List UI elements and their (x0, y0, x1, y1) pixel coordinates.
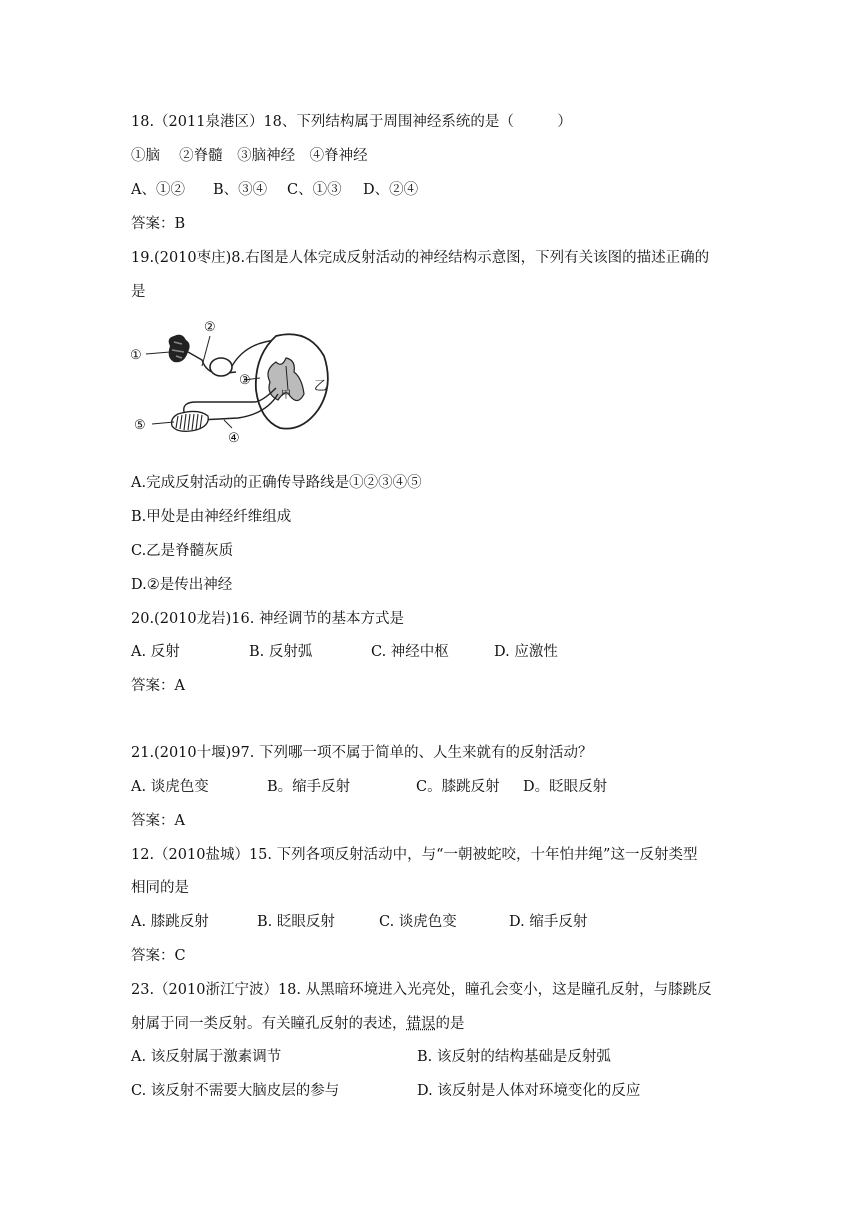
q20-option-d: D. 应激性 (494, 644, 558, 660)
diagram-label-yi: 乙 (314, 379, 328, 394)
q12-option-a: A. 膝跳反射 (131, 914, 209, 930)
reflex-arc-diagram (126, 316, 346, 446)
diagram-label-4: ④ (228, 431, 240, 446)
q12-option-d: D. 缩手反射 (509, 914, 588, 930)
q18-option-a: A、①② (131, 182, 185, 198)
q20-option-c: C. 神经中枢 (371, 644, 449, 660)
q21-option-a: A. 谈虎色变 (131, 779, 209, 795)
q19-option-b: B.甲处是由神经纤维组成 (131, 509, 292, 525)
q18-option-d: D、②④ (363, 182, 419, 198)
q23-stem-line1: 23.（2010浙江宁波）18. 从黑暗环境进入光亮处，瞳孔会变小，这是瞳孔反射，与膝跳反 (131, 982, 712, 998)
q18-items: ①脑 ②脊髓 ③脑神经 ④脊神经 (131, 148, 368, 164)
effector-shape (172, 411, 209, 431)
q21-stem: 21.(2010十堰)97. 下列哪一项不属于简单的、人生来就有的反射活动？ (131, 745, 593, 761)
q19-option-a: A.完成反射活动的正确传导路线是①②③④⑤ (131, 475, 422, 491)
q23-stem-line2-suffix: 的是 (435, 1016, 465, 1032)
q20-option-a: A. 反射 (131, 644, 180, 660)
q23-stem-emphasis: 错误 (406, 1016, 436, 1032)
diagram-label-jia: 甲 (281, 390, 291, 401)
q23-option-b: B. 该反射的结构基础是反射弧 (417, 1049, 611, 1065)
q21-option-d: D。眨眼反射 (523, 779, 608, 795)
q12-stem-line1: 12.（2010盐城）15. 下列各项反射活动中，与“一朝被蛇咬，十年怕井绳”这一反射类型 (131, 847, 698, 863)
q18-stem: 18.（2011泉港区）18、下列结构属于周围神经系统的是（ ） (131, 114, 572, 130)
diagram-label-1: ① (130, 348, 142, 363)
q12-answer: 答案：C (131, 948, 186, 964)
q20-answer: 答案：A (131, 678, 185, 694)
q19-stem-line1: 19.(2010枣庄)8.右图是人体完成反射活动的神经结构示意图，下列有关该图的描述正确的 (131, 250, 710, 266)
receptor-shape (169, 335, 190, 363)
diagram-label-2: ② (204, 320, 216, 335)
q12-stem-line2: 相同的是 (131, 880, 189, 896)
q19-stem-line2: 是 (131, 284, 146, 300)
q18-option-b: B、③④ (213, 182, 268, 198)
q23-option-d: D. 该反射是人体对环境变化的反应 (417, 1083, 641, 1099)
q21-option-c: C。膝跳反射 (416, 779, 500, 795)
q19-option-c: C.乙是脊髓灰质 (131, 543, 234, 559)
q19-option-d: D.②是传出神经 (131, 577, 233, 593)
q12-option-c: C. 谈虎色变 (379, 914, 457, 930)
diagram-label-5: ⑤ (134, 418, 146, 433)
q23-stem-line2-prefix: 射属于同一类反射。有关瞳孔反射的表述， (131, 1016, 407, 1032)
q20-option-b: B. 反射弧 (249, 644, 313, 660)
diagram-label-3: ③ (239, 373, 251, 388)
q20-stem: 20.(2010龙岩)16. 神经调节的基本方式是 (131, 611, 404, 627)
q21-option-b: B。缩手反射 (267, 779, 351, 795)
q21-answer: 答案：A (131, 813, 185, 829)
q23-stem-line2 (131, 1015, 465, 1033)
q18-option-c: C、①③ (287, 182, 342, 198)
q18-answer: 答案：B (131, 216, 186, 232)
q12-option-b: B. 眨眼反射 (257, 914, 335, 930)
q23-option-c: C. 该反射不需要大脑皮层的参与 (131, 1083, 340, 1099)
q23-option-a: A. 该反射属于激素调节 (131, 1049, 282, 1065)
